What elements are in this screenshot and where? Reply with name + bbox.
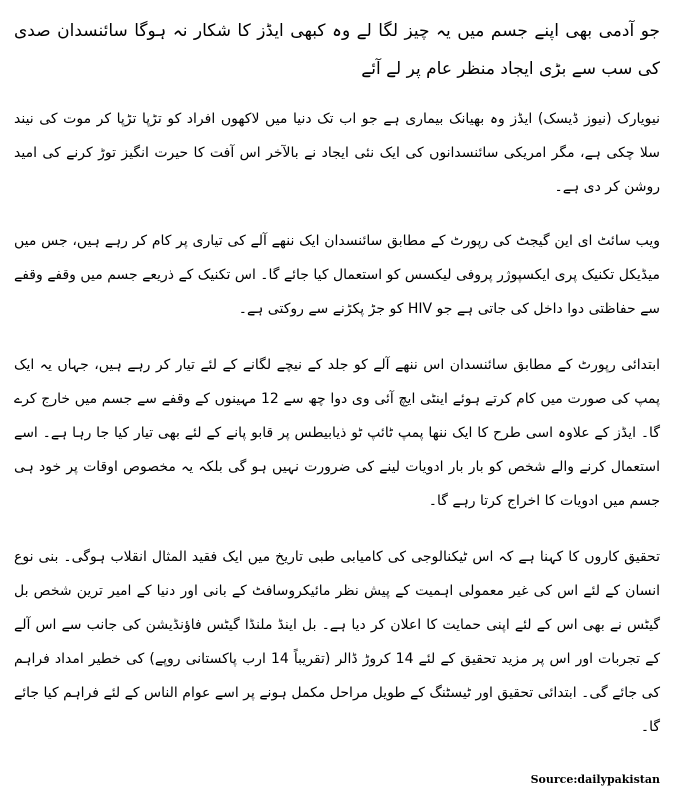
article-headline: جو آدمی بھی اپنے جسم میں یہ چیز لگا لے وہ کبھی ایڈز کا شکار نہ ہوگا سائنسدان صدی کی سب سے بڑی ایجاد منظر عام پر لے آئے: [14, 21, 660, 79]
article-paragraph-4: تحقیق کاروں کا کہنا ہے کہ اس ٹیکنالوجی کی کامیابی طبی تاریخ میں ایک فقید المثال انقلاب ہوگی۔ بنی نوع انسان کے لئے اس کی غیر معمولی اہمیت کے پیش نظر مائیکروسافٹ کے بانی اور دنیا کے امیر ترین شخص بل گیٹس نے بھی اس کے لئے اپنی حمایت کا اعلان کر دیا ہے۔ بل اینڈ ملنڈا گیٹس فاؤنڈیشن کی جانب سے اس آلے کے تجربات اور اس پر مزید تحقیق کے لئے 14 کروڑ ڈالر (تقریباً 14 ارب پاکستانی روپے) کی خطیر امداد فراہم کی جائے گی۔ ابتدائی تحقیق اور ٹیسٹنگ کے طویل مراحل مکمل ہونے پر اسے عوام الناس کے لئے فراہم کیا جائے گا۔: [14, 549, 660, 735]
article-paragraph-1: نیویارک (نیوز ڈیسک) ایڈز وہ بھیانک بیماری ہے جو اب تک دنیا میں لاکھوں افراد کو تڑپا تڑپا کر موت کی نیند سلا چکی ہے، مگر امریکی سائنسدانوں کی ایک نئی ایجاد نے بالآخر اس آفت کا حیرت انگیز توڑ کرنے کی امید روشن کر دی ہے۔: [14, 111, 660, 195]
article-paragraph-2: ویب سائٹ ای این گیجٹ کی رپورٹ کے مطابق سائنسدان ایک ننھے آلے کی تیاری پر کام کر رہے ہیں، جس میں میڈیکل تکنیک پری ایکسپوژر پروفی لیکسس کو استعمال کیا جائے گا۔ اس تکنیک کے ذریعے جسم میں وقفے وقفے سے حفاظتی دوا داخل کی جاتی ہے جو HIV کو جڑ پکڑنے سے روکتی ہے۔: [14, 233, 660, 317]
source-credit: Source:dailypakistan: [530, 773, 660, 786]
article-paragraph-3: ابتدائی رپورٹ کے مطابق سائنسدان اس ننھے آلے کو جلد کے نیچے لگانے کے لئے تیار کر رہے ہیں، جہاں یہ ایک پمپ کی صورت میں کام کرتے ہوئے اینٹی ایچ آئی وی دوا چھ سے 12 مہینوں کے وقفے سے جسم میں خارج کرے گا۔ ایڈز کے علاوہ اسی طرح کا ایک ننھا پمپ ٹائپ ٹو ذیابیطس پر قابو پانے کے لئے بھی تیار کیا جا رہا ہے۔ اسے استعمال کرنے والے شخص کو بار بار ادویات لینے کی ضرورت نہیں ہو گی بلکہ یہ مخصوص اوقات پر خود ہی جسم میں ادویات کا اخراج کرتا رہے گا۔: [14, 357, 660, 509]
article: [14, 0, 660, 744]
